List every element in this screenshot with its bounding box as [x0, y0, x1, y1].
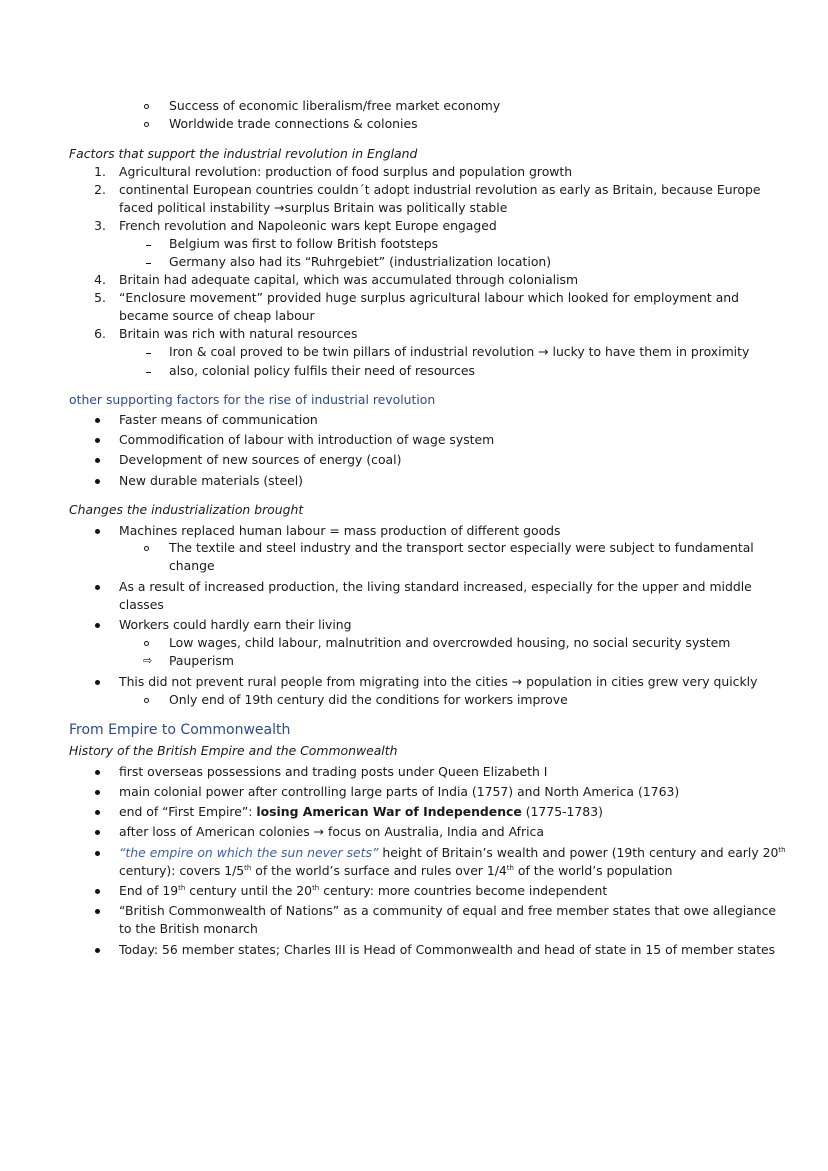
empire-item-7-line-1: “British Commonwealth of Nations” as a community of equal and free member states that owe allegiance — [119, 903, 777, 918]
list-number: 2. — [94, 182, 106, 197]
factor-6-sub-2: also, colonial policy fulfils their need of resources — [169, 363, 475, 378]
factor-3-sub-1: Belgium was first to follow British footsteps — [169, 236, 439, 251]
factor-6-sub-1: Iron & coal proved to be twin pillars of industrial revolution → lucky to have them in proximity — [169, 344, 750, 359]
bullet-icon — [95, 438, 100, 443]
factor-3: French revolution and Napoleonic wars kept Europe engaged — [119, 218, 497, 233]
change-1: Machines replaced human labour = mass production of different goods — [119, 523, 561, 538]
circle-bullet-icon — [144, 698, 149, 703]
changes-heading: Changes the industrialization brought — [69, 502, 304, 517]
list-number: 1. — [94, 164, 106, 179]
bullet-icon — [95, 479, 100, 484]
bullet-icon — [95, 418, 100, 423]
factor-2-line-2: faced political instability →surplus Britain was politically stable — [119, 200, 508, 215]
bullet-icon — [95, 909, 100, 914]
bullet-icon — [95, 790, 100, 795]
change-3: Workers could hardly earn their living — [119, 617, 352, 632]
list-number: 3. — [94, 218, 106, 233]
intro-item-1: Success of economic liberalism/free market economy — [169, 98, 501, 113]
dash-bullet-icon — [146, 263, 151, 264]
bullet-icon — [95, 529, 100, 534]
factor-2-line-1: continental European countries couldn´t adopt industrial revolution as early as Britain, because Europe — [119, 182, 761, 197]
bullet-icon — [95, 851, 100, 856]
empire-item-8: Today: 56 member states; Charles III is Head of Commonwealth and head of state in 15 of member states — [119, 942, 776, 957]
other-factor-2: Commodification of labour with introduction of wage system — [119, 432, 495, 447]
change-3-sub-1: Low wages, child labour, malnutrition and overcrowded housing, no social security system — [169, 635, 731, 650]
factor-3-sub-2: Germany also had its “Ruhrgebiet” (industrialization location) — [169, 254, 552, 269]
circle-bullet-icon — [144, 546, 149, 551]
bullet-icon — [95, 458, 100, 463]
arrow-right-icon: ⇨ — [143, 654, 153, 667]
factor-5-line-1: “Enclosure movement” provided huge surplus agricultural labour which looked for employment and — [119, 290, 740, 305]
empire-item-7-line-2: to the British monarch — [119, 921, 258, 936]
bullet-icon — [95, 770, 100, 775]
bullet-icon — [95, 889, 100, 894]
dash-bullet-icon — [146, 353, 151, 354]
bullet-icon — [95, 948, 100, 953]
empire-item-5-line-2: century): covers 1/5th of the world’s surface and rules over 1/4th of the world’s population — [119, 863, 673, 878]
other-factor-4: New durable materials (steel) — [119, 473, 304, 488]
change-1-sub-line-1: The textile and steel industry and the transport sector especially were subject to fundamental — [169, 540, 754, 555]
empire-item-5-line-1: “the empire on which the sun never sets” height of Britain’s wealth and power (19th century and early 20th — [119, 845, 786, 860]
bullet-icon — [95, 680, 100, 685]
change-2-line-2: classes — [119, 597, 164, 612]
circle-bullet-icon — [144, 641, 149, 646]
bullet-icon — [95, 830, 100, 835]
empire-item-4: after loss of American colonies → focus on Australia, India and Africa — [119, 824, 544, 839]
empire-item-2: main colonial power after controlling large parts of India (1757) and North America (1763) — [119, 784, 680, 799]
intro-item-2: Worldwide trade connections & colonies — [169, 116, 418, 131]
factor-5-line-2: became source of cheap labour — [119, 308, 315, 323]
circle-bullet-icon — [144, 104, 149, 109]
list-number: 4. — [94, 272, 106, 287]
other-factors-heading: other supporting factors for the rise of industrial revolution — [69, 392, 436, 407]
other-factor-1: Faster means of communication — [119, 412, 318, 427]
change-4: This did not prevent rural people from migrating into the cities → population in cities grew very quickly — [119, 674, 758, 689]
list-number: 5. — [94, 290, 106, 305]
change-3-sub-2: Pauperism — [169, 653, 234, 668]
other-factor-3: Development of new sources of energy (coal) — [119, 452, 402, 467]
empire-item-6: End of 19th century until the 20th century: more countries become independent — [119, 883, 608, 898]
factor-4: Britain had adequate capital, which was accumulated through colonialism — [119, 272, 579, 287]
factor-6: Britain was rich with natural resources — [119, 326, 358, 341]
dash-bullet-icon — [146, 372, 151, 373]
factors-heading: Factors that support the industrial revolution in England — [69, 146, 418, 161]
empire-subheading: History of the British Empire and the Commonwealth — [69, 743, 398, 758]
empire-item-1: first overseas possessions and trading posts under Queen Elizabeth I — [119, 764, 548, 779]
circle-bullet-icon — [144, 122, 149, 127]
bullet-icon — [95, 623, 100, 628]
change-2-line-1: As a result of increased production, the living standard increased, especially for the upper and middle — [119, 579, 752, 594]
dash-bullet-icon — [146, 245, 151, 246]
change-4-sub-1: Only end of 19th century did the conditions for workers improve — [169, 692, 568, 707]
factor-1: Agricultural revolution: production of food surplus and population growth — [119, 164, 573, 179]
change-1-sub-line-2: change — [169, 558, 215, 573]
bullet-icon — [95, 585, 100, 590]
empire-item-3: end of “First Empire”: losing American War of Independence (1775-1783) — [119, 804, 603, 819]
empire-title: From Empire to Commonwealth — [69, 722, 291, 738]
bullet-icon — [95, 810, 100, 815]
list-number: 6. — [94, 326, 106, 341]
